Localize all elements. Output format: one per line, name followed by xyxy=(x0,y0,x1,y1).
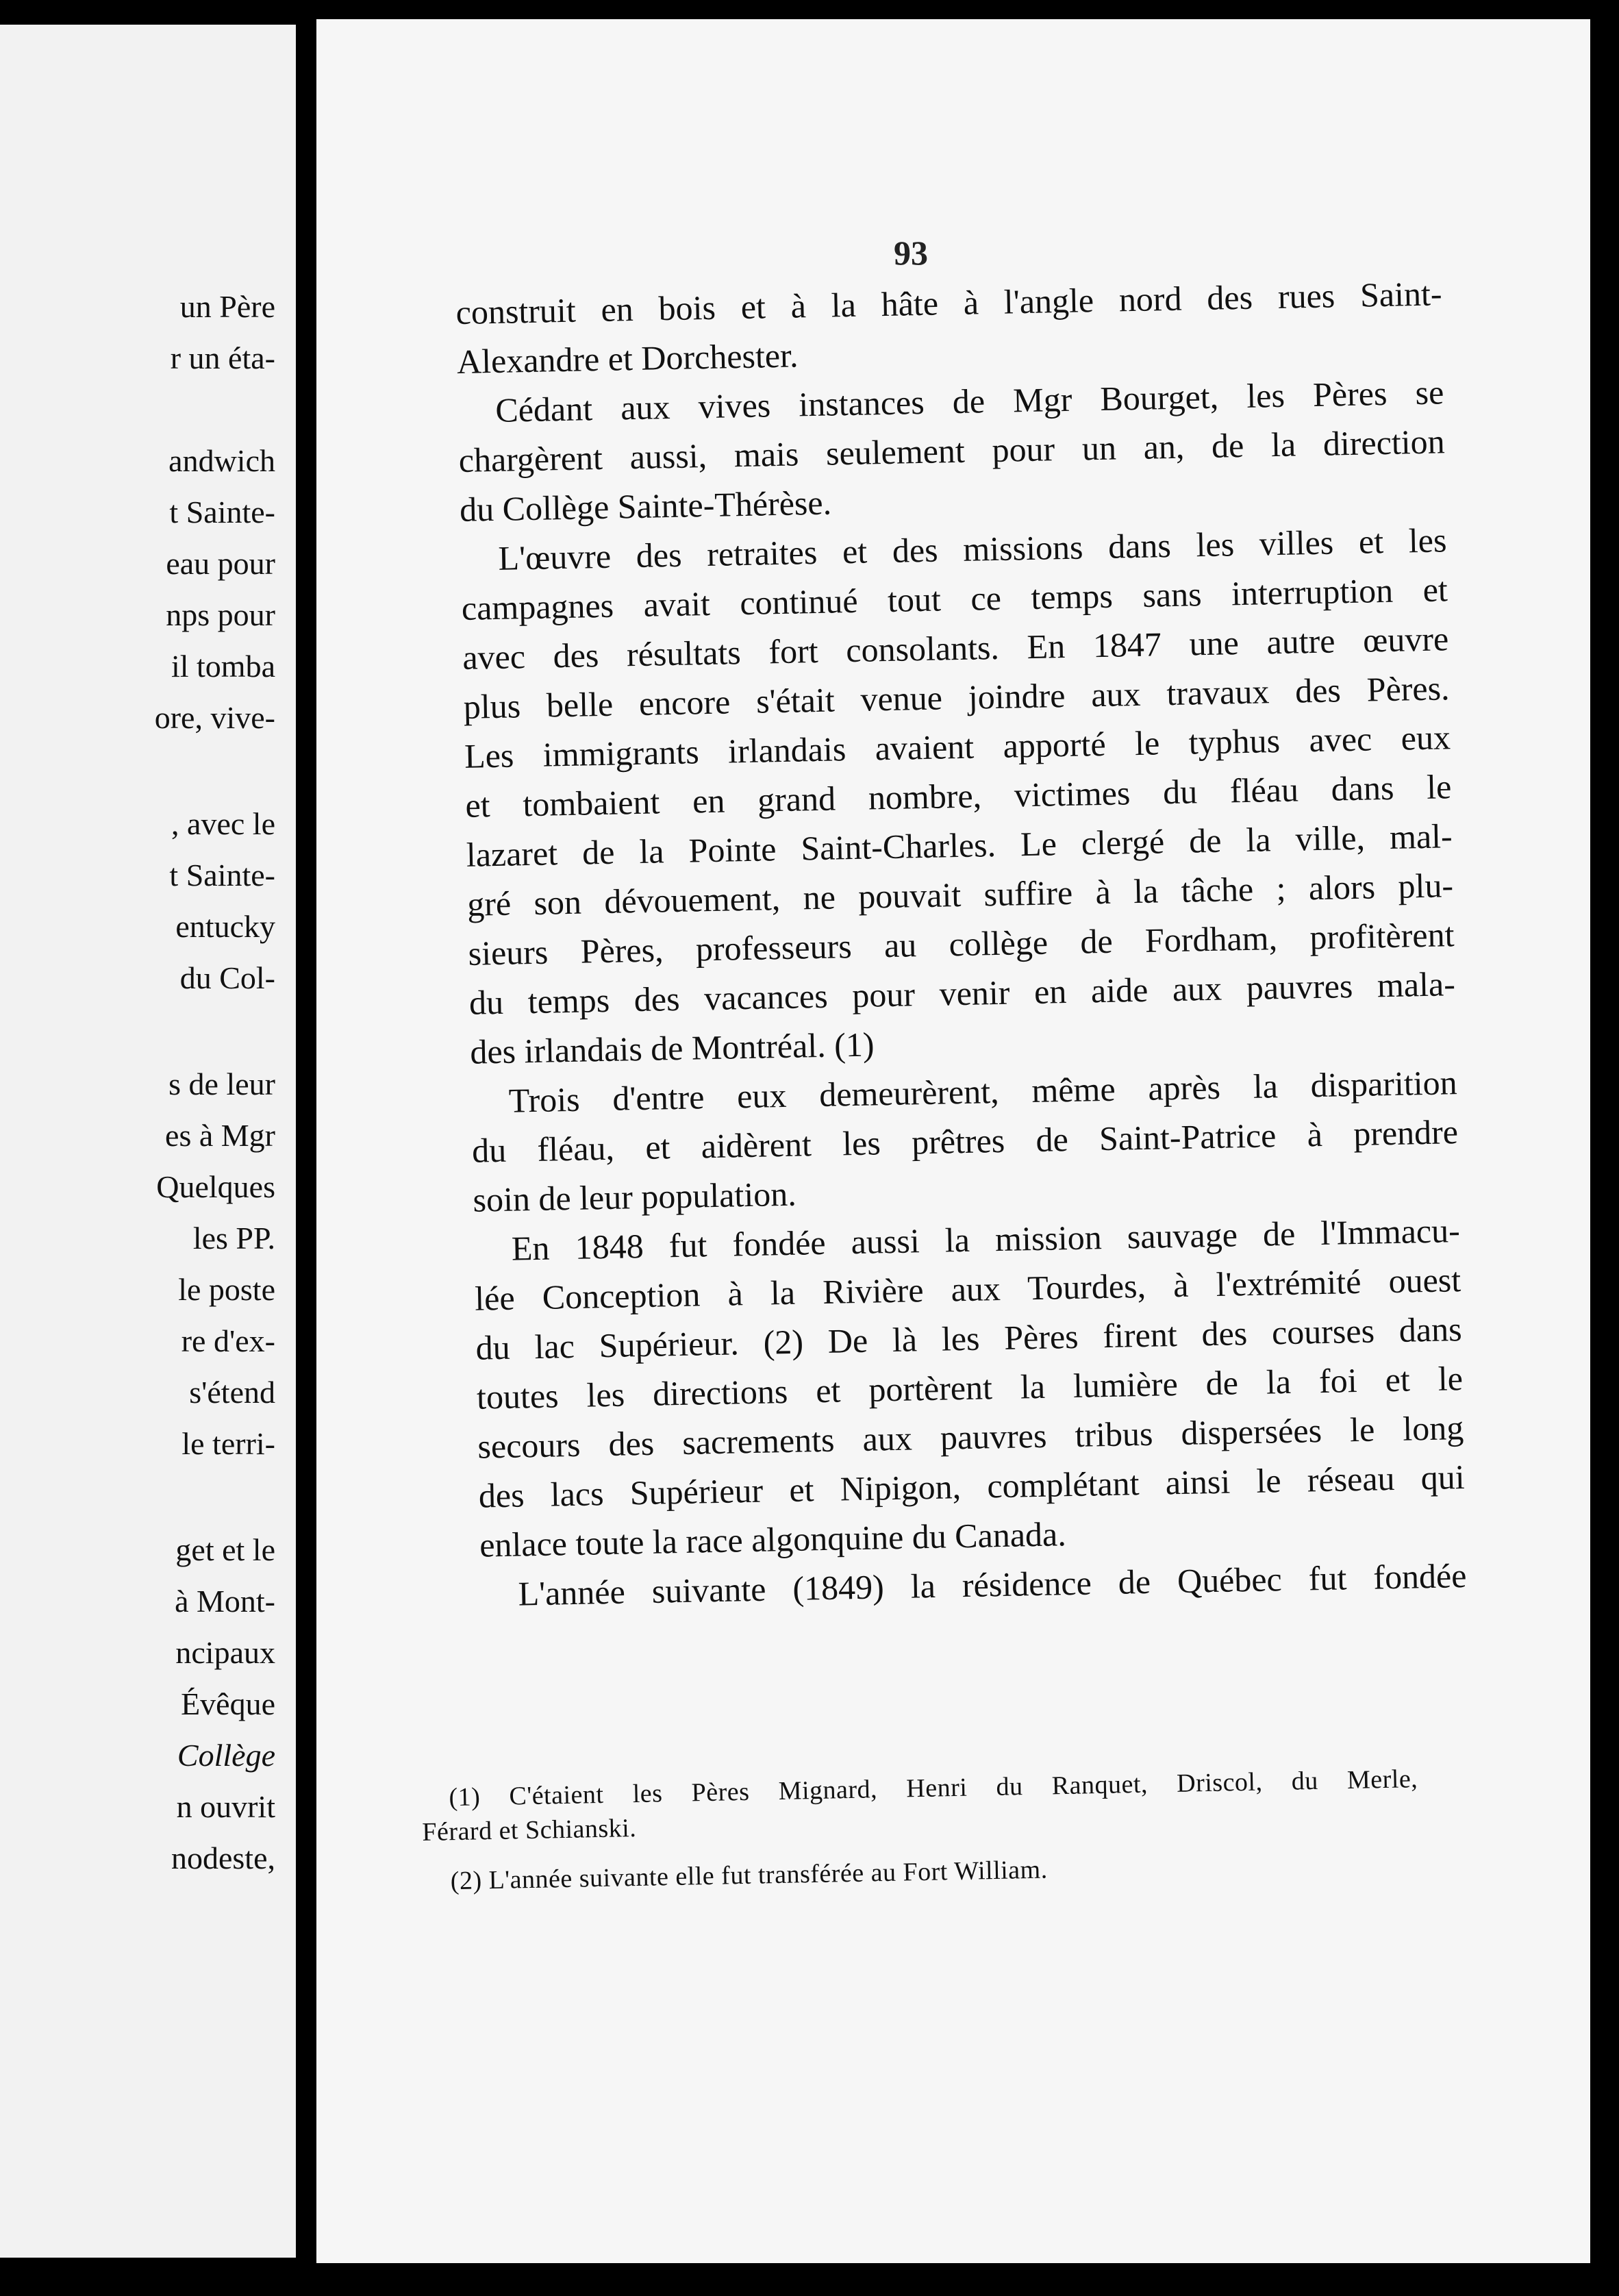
body-line: Cédant aux vives instances de Mgr Bourget, les Pères se xyxy=(494,373,1444,429)
body-line: du lac Supérieur. (2) De là les Pères firent des courses dans xyxy=(475,1310,1462,1367)
body-line: L'année suivante (1849) la résidence de Québec fut fondée xyxy=(518,1556,1467,1613)
body-line: des lacs Supérieur et Nipigon, complétant ainsi le réseau qui xyxy=(478,1458,1466,1515)
body-line: sieurs Pères, professeurs au collège de Fordham, profitèrent xyxy=(468,915,1455,973)
scan-border xyxy=(1590,0,1619,2296)
left-page-line: , avec le xyxy=(171,806,275,841)
left-page-line: nps pour xyxy=(166,597,275,632)
footnote-line: Férard et Schianski. xyxy=(422,1813,637,1847)
body-line: Trois d'entre eux demeurèrent, même après la disparition xyxy=(508,1063,1458,1120)
left-page-line: le terri- xyxy=(181,1426,275,1461)
body-line: des irlandais de Montréal. (1) xyxy=(469,1025,875,1071)
left-page-line: il tomba xyxy=(171,649,275,684)
left-page-line: un Père xyxy=(179,289,275,324)
body-line: soin de leur population. xyxy=(473,1174,797,1219)
body-line: Alexandre et Dorchester. xyxy=(456,336,799,381)
body-line: secours des sacrements aux pauvres tribus dispersées le long xyxy=(477,1408,1464,1466)
footnote-line: (1) C'étaient les Pères Mignard, Henri du Ranquet, Driscol, du Merle, xyxy=(449,1764,1418,1812)
body-line: et tombaient en grand nombre, victimes du fléau dans le xyxy=(464,767,1452,825)
left-page-line: ncipaux xyxy=(175,1635,275,1670)
left-facing-page xyxy=(0,25,296,2258)
body-line: En 1848 fut fondée aussi la mission sauvage de l'Immacu- xyxy=(511,1211,1461,1268)
left-page-line: s'étend xyxy=(189,1375,275,1410)
left-page-line: du Col- xyxy=(179,960,275,995)
left-page-line: andwich xyxy=(168,443,275,478)
left-page-line: ore, vive- xyxy=(154,700,275,735)
body-line: du fléau, et aidèrent les prêtres de Saint-Patrice à prendre xyxy=(471,1112,1459,1170)
body-line: plus belle encore s'était venue joindre aux travaux des Pères. xyxy=(463,669,1451,726)
body-line: construit en bois et à la hâte à l'angle nord des rues Saint- xyxy=(455,274,1442,332)
body-line: lazaret de la Pointe Saint-Charles. Le clergé de la ville, mal- xyxy=(466,816,1453,874)
book-gutter xyxy=(296,0,316,2296)
left-page-line: n ouvrit xyxy=(176,1789,275,1824)
body-line: campagnes avait continué tout ce temps sans interruption et xyxy=(461,570,1448,627)
left-page-line: t Sainte- xyxy=(169,858,275,893)
left-page-line: es à Mgr xyxy=(165,1118,275,1153)
left-page-line: Quelques xyxy=(156,1169,275,1204)
left-page-line: nodeste, xyxy=(171,1840,275,1875)
body-line: toutes les directions et portèrent la lumière de la foi et le xyxy=(476,1359,1464,1417)
left-page-line: get et le xyxy=(175,1532,275,1567)
body-line: gré son dévouement, ne pouvait suffire à la tâche ; alors plu- xyxy=(466,866,1454,923)
left-page-line: t Sainte- xyxy=(169,495,275,529)
left-page-line: entucky xyxy=(175,909,275,944)
left-page-line: r un éta- xyxy=(170,340,275,375)
body-line: avec des résultats fort consolants. En 1847 une autre œuvre xyxy=(462,619,1449,677)
body-text xyxy=(455,269,1467,1619)
footnote-line: (2) L'année suivante elle fut transférée au Fort William. xyxy=(450,1855,1049,1896)
body-line: enlace toute la race algonquine du Canada. xyxy=(479,1514,1067,1564)
body-line: du Collège Sainte-Thérèse. xyxy=(459,483,832,529)
left-page-line: le poste xyxy=(178,1272,275,1307)
body-line: L'œuvre des retraites et des missions dans les villes et les xyxy=(498,521,1447,577)
left-page-line: re d'ex- xyxy=(181,1323,275,1358)
left-page-line: Évêque xyxy=(181,1686,275,1721)
body-line: du temps des vacances pour venir en aide aux pauvres mala- xyxy=(468,964,1456,1022)
left-page-line: s de leur xyxy=(168,1066,275,1101)
left-page-line: Collège xyxy=(177,1738,275,1773)
body-line: lée Conception à la Rivière aux Tourdes, à l'extrémité ouest xyxy=(474,1260,1461,1318)
left-page-line: les PP. xyxy=(192,1221,275,1256)
left-page-line: à Mont- xyxy=(175,1584,275,1619)
body-line: Les immigrants irlandais avaient apporté le typhus avec eux xyxy=(464,718,1451,775)
page-number: 93 xyxy=(894,234,928,272)
left-page-line: eau pour xyxy=(166,546,275,581)
footnotes xyxy=(421,1762,1420,1899)
body-line: chargèrent aussi, mais seulement pour un an, de la direction xyxy=(458,422,1446,479)
